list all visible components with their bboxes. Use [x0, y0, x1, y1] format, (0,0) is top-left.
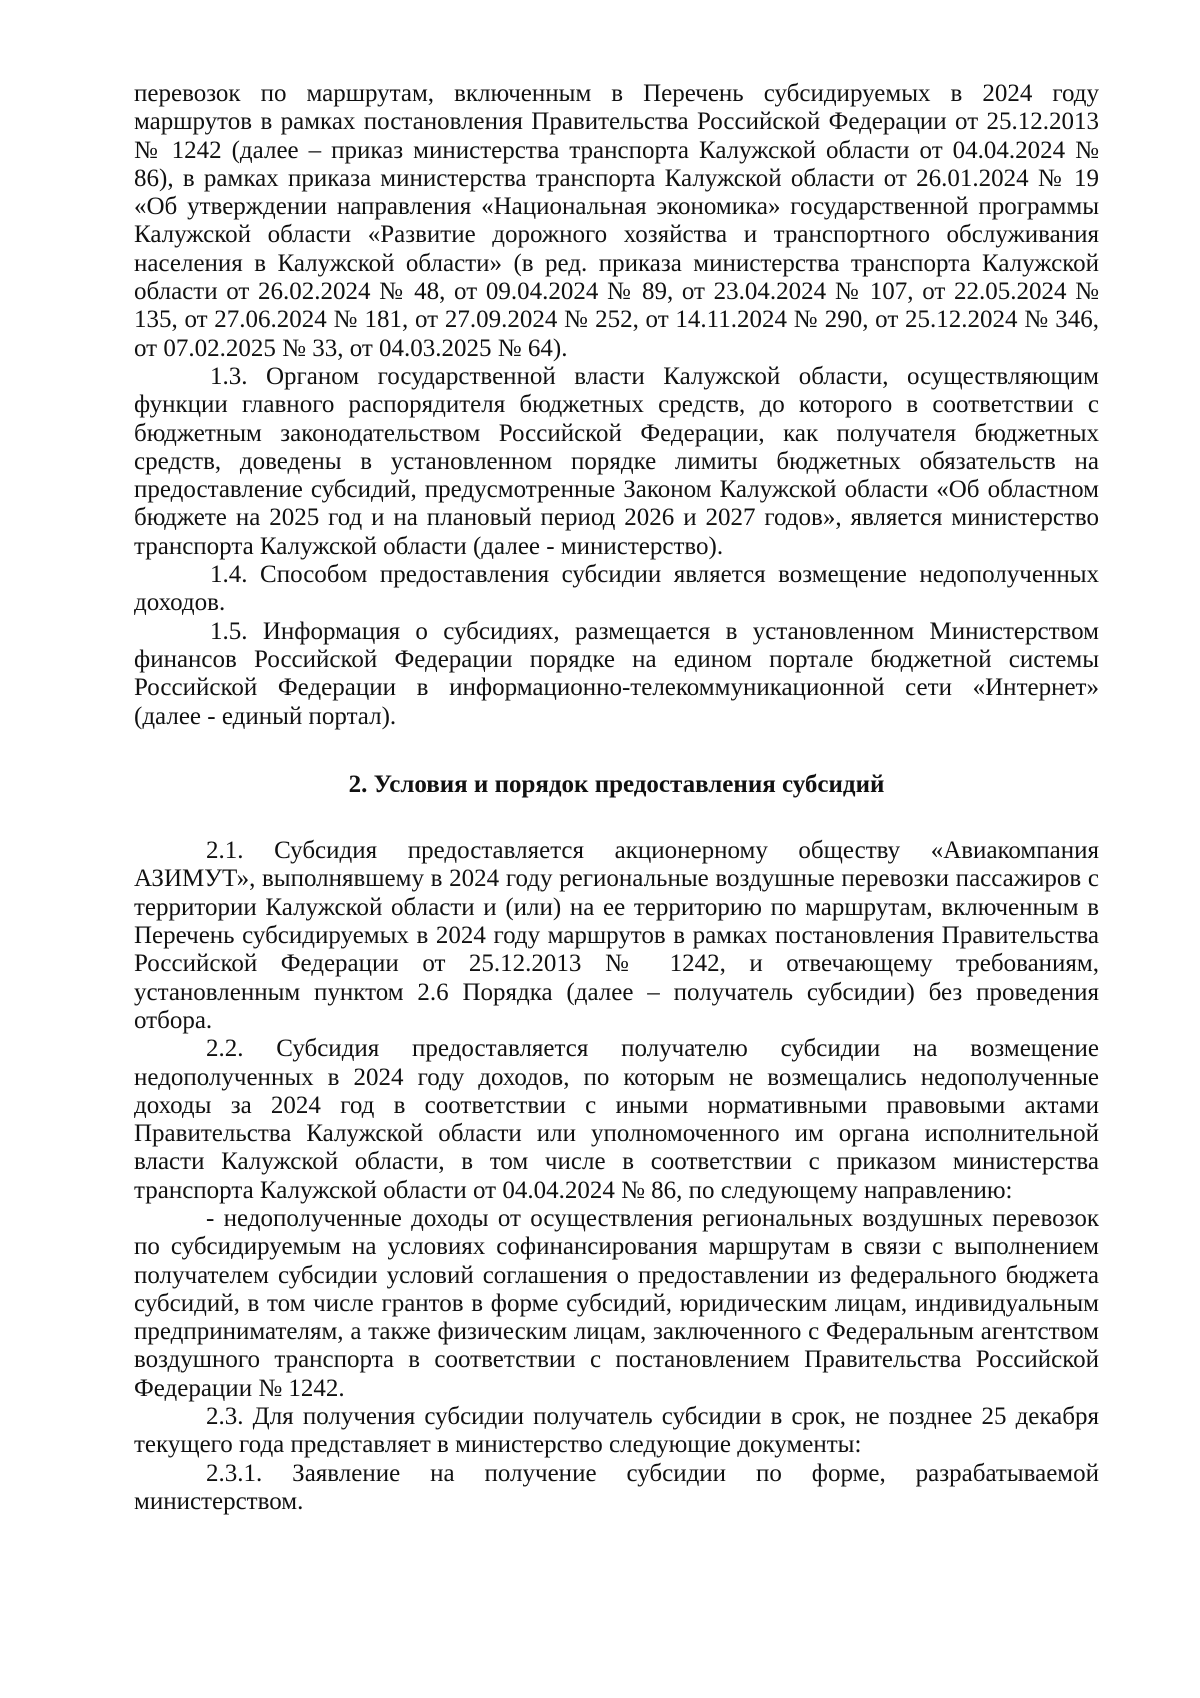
paragraph-1-5: 1.5. Информация о субсидиях, размещается в установленном Министерством финансов Российской Федерации порядке на едином портале бюджетной системы Российской Федерации в информационно-телекоммуникационной сети «Интернет» (далее - единый портал). [134, 617, 1099, 730]
paragraph-1-3: 1.3. Органом государственной власти Калужской области, осуществляющим функции главного распорядителя бюджетных средств, до которого в соответствии с бюджетным законодательством Российской Федерации, как получателя бюджетных средств, доведены в установленном порядке лимиты бюджетных обязательств на предоставление субсидий, предусмотренные Законом Калужской области «Об областном бюджете на 2025 год и на плановый период 2026 и 2027 годов», является министерство транспорта Калужской области (далее - министерство). [134, 362, 1099, 560]
paragraph-2-2-item: - недополученные доходы от осуществления региональных воздушных перевозок по субсидируемым на условиях софинансирования маршрутам в связи с выполнением получателем субсидии условий соглашения о предоставлении из федерального бюджета субсидий, в том числе грантов в форме субсидий, юридическим лицам, индивидуальным предпринимателям, а также физическим лицам, заключенного с Федеральным агентством воздушного транспорта в соответствии с постановлением Правительства Российской Федерации № 1242. [134, 1204, 1099, 1402]
paragraph-2-3-1: 2.3.1. Заявление на получение субсидии по форме, разрабатываемой министерством. [134, 1459, 1099, 1515]
section-2-heading: 2. Условия и порядок предоставления субсидий [348, 770, 885, 798]
paragraph-2-1: 2.1. Субсидия предоставляется акционерному обществу «Авиакомпания АЗИМУТ», выполнявшему в 2024 году региональные воздушные перевозки пассажиров с территории Калужской области и (или) на ее территорию по маршрутам, включенным в Перечень субсидируемых в 2024 году маршрутов в рамках постановления Правительства Российской Федерации от 25.12.2013 № 1242, и отвечающему требованиям, установленным пунктом 2.6 Порядка (далее – получатель субсидии) без проведения отбора. [134, 837, 1099, 1034]
document-page [134, 80, 1099, 1516]
paragraph-2-2: 2.2. Субсидия предоставляется получателю субсидии на возмещение недополученных в 2024 году доходов, по которым не возмещались недополученные доходы за 2024 год в соответствии с иными нормативными правовыми актами Правительства Калужской области или уполномоченного им органа исполнительной власти Калужской области, в том числе в соответствии с приказом министерства транспорта Калужской области от 04.04.2024 № 86, по следующему направлению: [134, 1035, 1099, 1204]
paragraph-2-3: 2.3. Для получения субсидии получатель субсидии в срок, не позднее 25 декабря текущего года представляет в министерство следующие документы: [134, 1403, 1099, 1459]
paragraph-1-4: 1.4. Способом предоставления субсидии является возмещение недополученных доходов. [134, 561, 1099, 617]
paragraph-intro: перевозок по маршрутам, включенным в Перечень субсидируемых в 2024 году маршрутов в рамках постановления Правительства Российской Федерации от 25.12.2013 № 1242 (далее – приказ министерства транспорта Калужской области от 04.04.2024 № 86), в рамках приказа министерства транспорта Калужской области от 26.01.2024 № 19 «Об утверждении направления «Национальная экономика» государственной программы Калужской области «Развитие дорожного хозяйства и транспортного обслуживания населения в Калужской области» (в ред. приказа министерства транспорта Калужской области от 26.02.2024 № 48, от 09.04.2024 № 89, от 23.04.2024 № 107, от 22.05.2024 № 135, от 27.06.2024 № 181, от 27.09.2024 № 252, от 14.11.2024 № 290, от 25.12.2024 № 346, от 07.02.2025 № 33, от 04.03.2025 № 64). [134, 80, 1099, 362]
